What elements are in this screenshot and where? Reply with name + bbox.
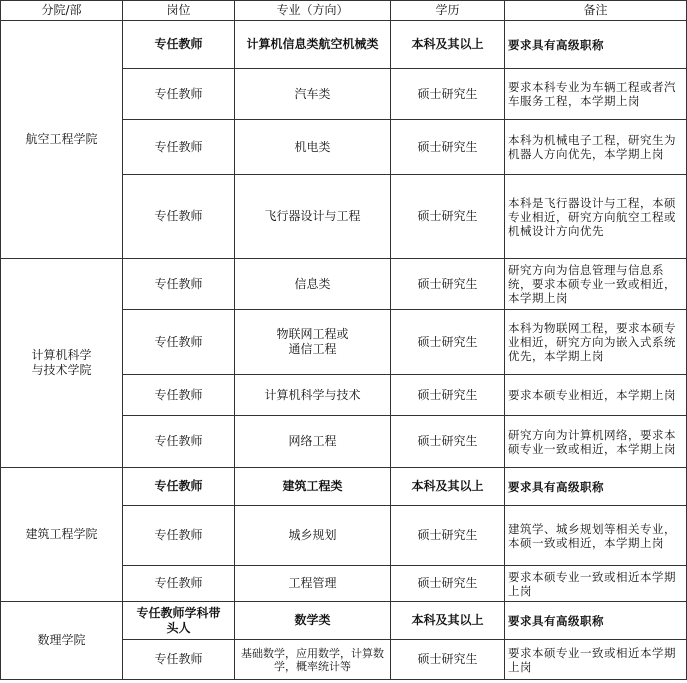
position-cell: 专任教师学科带头人 [123, 602, 235, 640]
position-cell: 专任教师 [123, 310, 235, 375]
education-cell: 硕士研究生 [391, 506, 505, 566]
education-cell: 硕士研究生 [391, 375, 505, 416]
major-cell: 基础数学，应用数学，计算数学，概率统计等 [235, 640, 391, 680]
major-cell: 机电类 [235, 120, 391, 175]
note-cell: 要求具有高级职称 [505, 468, 687, 506]
table-row [1, 259, 687, 310]
major-cell: 网络工程 [235, 416, 391, 468]
note-cell: 建筑学、城乡规划等相关专业，本硕一致或相近，本学期上岗 [505, 506, 687, 566]
note-cell: 要求本科专业为车辆工程或者汽车服务工程，本学期上岗 [505, 69, 687, 120]
major-cell: 城乡规划 [235, 506, 391, 566]
major-cell: 计算机信息类航空机械类 [235, 21, 391, 69]
major-cell: 汽车类 [235, 69, 391, 120]
table-row [1, 21, 687, 69]
note-cell: 要求具有高级职称 [505, 602, 687, 640]
education-cell: 硕士研究生 [391, 310, 505, 375]
position-cell: 专任教师 [123, 640, 235, 680]
education-cell: 本科及其以上 [391, 21, 505, 69]
education-cell: 本科及其以上 [391, 468, 505, 506]
major-cell: 飞行器设计与工程 [235, 175, 391, 259]
header-education: 学历 [391, 1, 505, 21]
position-cell: 专任教师 [123, 21, 235, 69]
position-cell: 专任教师 [123, 175, 235, 259]
note-cell: 本科为机械电子工程，研究生为机器人方向优先，本学期上岗 [505, 120, 687, 175]
position-cell: 专任教师 [123, 506, 235, 566]
note-cell: 研究方向为信息管理与信息系统，要求本硕专业一致或相近，本学期上岗 [505, 259, 687, 310]
position-cell: 专任教师 [123, 69, 235, 120]
note-cell: 要求本硕专业相近，本学期上岗 [505, 375, 687, 416]
table-row [1, 602, 687, 640]
dept-cell: 计算机科学与技术学院 [1, 259, 123, 468]
major-cell: 数学类 [235, 602, 391, 640]
position-cell: 专任教师 [123, 120, 235, 175]
note-cell: 要求本硕专业一致或相近本学期上岗 [505, 566, 687, 602]
note-cell: 要求具有高级职称 [505, 21, 687, 69]
dept-cell: 航空工程学院 [1, 21, 123, 259]
note-cell: 研究方向为计算机网络，要求本硕专业一致或相近，本学期上岗 [505, 416, 687, 468]
position-cell: 专任教师 [123, 468, 235, 506]
header-note: 备注 [505, 1, 687, 21]
table-row [1, 468, 687, 506]
position-cell: 专任教师 [123, 375, 235, 416]
major-cell: 工程管理 [235, 566, 391, 602]
dept-cell: 数理学院 [1, 602, 123, 680]
education-cell: 硕士研究生 [391, 640, 505, 680]
major-cell: 建筑工程类 [235, 468, 391, 506]
header-dept: 分院/部 [1, 1, 123, 21]
education-cell: 硕士研究生 [391, 120, 505, 175]
note-cell: 要求本硕专业一致或相近本学期上岗 [505, 640, 687, 680]
education-cell: 硕士研究生 [391, 259, 505, 310]
major-cell: 计算机科学与技术 [235, 375, 391, 416]
education-cell: 硕士研究生 [391, 69, 505, 120]
education-cell: 硕士研究生 [391, 416, 505, 468]
education-cell: 本科及其以上 [391, 602, 505, 640]
major-cell: 信息类 [235, 259, 391, 310]
education-cell: 硕士研究生 [391, 175, 505, 259]
header-major: 专业（方向） [235, 1, 391, 21]
note-cell: 本科为物联网工程，要求本硕专业相近，研究方向为嵌入式系统优先，本学期上岗 [505, 310, 687, 375]
header-row [1, 1, 687, 21]
position-cell: 专任教师 [123, 416, 235, 468]
major-cell: 物联网工程或通信工程 [235, 310, 391, 375]
dept-cell: 建筑工程学院 [1, 468, 123, 602]
position-cell: 专任教师 [123, 566, 235, 602]
note-cell: 本科是飞行器设计与工程，本硕专业相近，研究方向航空工程或机械设计方向优先 [505, 175, 687, 259]
position-cell: 专任教师 [123, 259, 235, 310]
header-position: 岗位 [123, 1, 235, 21]
education-cell: 硕士研究生 [391, 566, 505, 602]
